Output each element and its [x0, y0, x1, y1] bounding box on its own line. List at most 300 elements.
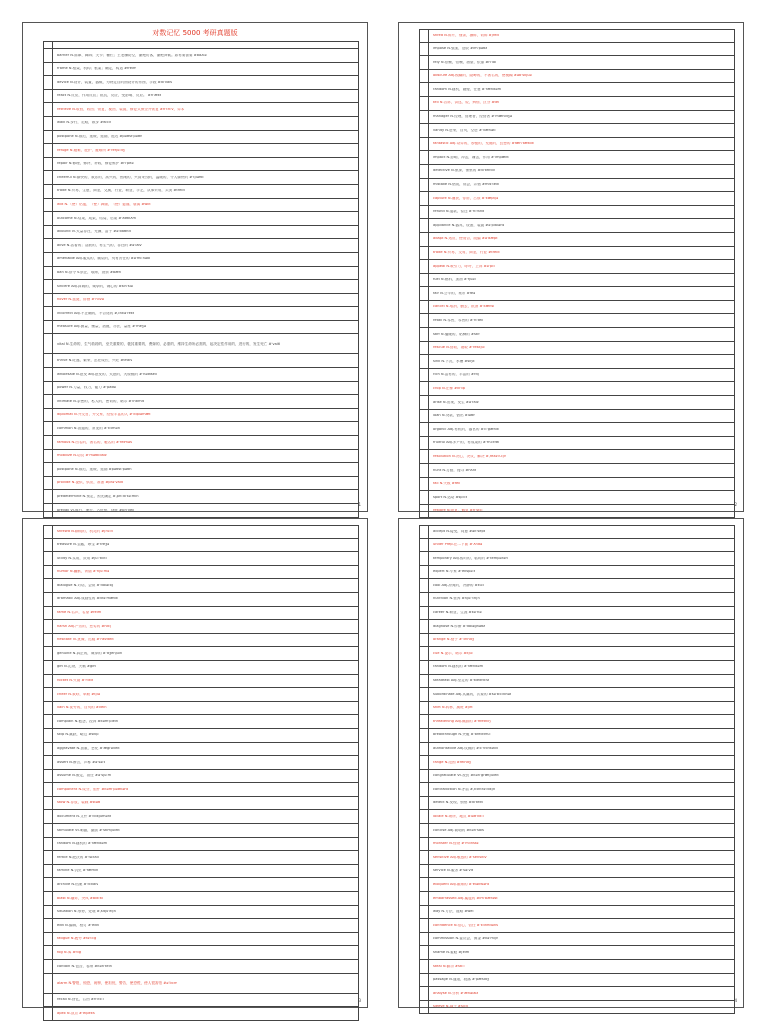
table-row — [419, 878, 735, 892]
word-entry-text: amenable Adj.服从的，顺从的，负有责任的 #əˈmiːnəbl — [57, 257, 151, 261]
table-row — [419, 783, 735, 797]
word-entry-cell — [52, 1007, 358, 1020]
word-entry-cell — [428, 274, 734, 287]
word-entry-text: vital N.生命的，生气勃勃的，至关重要的，极其重要的，费嫁的，必需的，维持生命所必需的，起决定性作用的，进行的，发生死亡 #ˈvaitl — [57, 341, 281, 346]
word-entry-text: abound Vi.大量存在，充满，富于 #əˈbaʊnd — [57, 230, 131, 234]
word-entry-text: cheer N.欢呼，举助 #tʃiə — [57, 692, 101, 696]
word-entry-text: genuine N.真正的，诚挚的 #ˈdʒenjuin — [57, 651, 123, 655]
word-entry-text: cool Adj.凉爽的，冷静的 #kuːl — [433, 583, 485, 587]
word-entry-text: document N.文件 #ˈdɔkjumənt — [57, 814, 112, 818]
page-number: 1 — [358, 502, 361, 507]
word-entry-text: sleeve N.袖子 #sliːv — [433, 1005, 469, 1009]
word-entry-cell — [428, 478, 734, 491]
word-entry-text: alarm N.警报，惊恐，闹钟，使担忧，警告，使恐慌，使人很害怕 #əˈlɑːm — [57, 980, 178, 985]
word-entry-cell — [52, 436, 358, 449]
word-entry-text: fog N.雾 #fɔg — [57, 950, 81, 954]
word-entry-cell — [428, 824, 734, 837]
word-entry-cell — [428, 526, 734, 538]
word-entry-text: walk N.步行，走路，散步 #wɔːk — [57, 121, 112, 125]
word-entry-text: contain N.包含，容纳 #kənˈtein — [57, 964, 112, 968]
word-entry-text: famine N.饥荒 #ˈfæmin — [57, 869, 99, 873]
table-row — [419, 83, 735, 97]
table-row — [43, 906, 359, 920]
table-row — [419, 111, 735, 125]
word-table — [419, 29, 735, 518]
word-entry-text: tell N.告诉，讲述，说，辨别，区分 #tel — [433, 101, 500, 105]
word-entry-cell — [52, 566, 358, 579]
word-entry-cell — [428, 593, 734, 606]
table-row — [43, 103, 359, 117]
word-entry-cell — [52, 729, 358, 742]
word-entry-text: react N.反应，作用反抗；抵抗，反应，受影响、反应。 #riˈækt — [57, 94, 162, 98]
table-row — [43, 422, 359, 436]
word-entry-cell — [428, 342, 734, 355]
word-entry-text: situation N.形势，处境 #ˌsitjuˈeiʃn — [57, 910, 116, 914]
word-entry-cell — [428, 946, 734, 959]
word-entry-text: barrier N.屏障、障碍；关卡；栅栏；王老豄防空，谢绝访客，谢绝问候。如有要需要 #baʎiə — [57, 53, 207, 57]
table-row — [419, 301, 735, 315]
word-entry-cell — [52, 103, 358, 116]
table-row — [419, 29, 735, 43]
word-entry-cell — [428, 165, 734, 178]
page-1 — [22, 22, 368, 512]
table-row — [43, 960, 359, 974]
word-entry-cell — [428, 579, 734, 592]
word-entry-text: mobilize N.动员 #ˈməʊbilaiz — [57, 454, 107, 458]
table-row — [419, 43, 735, 57]
table-row — [419, 688, 735, 702]
word-entry-text: retrieve N.取回，收回；恢复，挽回，装置，修复式保全并恢复 #riˈtriːv，异本 — [57, 107, 185, 111]
word-entry-cell — [428, 1001, 734, 1014]
word-entry-text: diplomat N.外交官，外交家，经验丰富的人 #ˈdipləmæt — [57, 413, 151, 417]
word-entry-cell — [428, 647, 734, 660]
table-row — [419, 97, 735, 111]
word-entry-text: fatigue N.疲劳 #fəˈtiːg — [57, 937, 97, 941]
page-number: 4 — [734, 998, 737, 1003]
word-entry-cell — [52, 490, 358, 503]
table-row — [419, 233, 735, 247]
word-entry-cell — [52, 756, 358, 769]
table-row — [43, 294, 359, 308]
word-entry-cell — [428, 634, 734, 647]
table-row — [43, 76, 359, 90]
word-entry-text: shift N.转移，换班 #ʃift — [433, 706, 473, 710]
word-entry-cell — [52, 526, 358, 538]
table-row — [419, 919, 735, 933]
word-entry-text: career N.职业，生涯 #kəˈriə — [433, 611, 482, 615]
word-entry-text: confidence N.信心，信任 #ˈkɔnfidəns — [433, 923, 498, 927]
table-row — [419, 287, 735, 301]
word-entry-cell — [428, 729, 734, 742]
word-entry-text: embarrassed Adj.尴尬的 #imˈbærəst — [433, 896, 498, 900]
word-entry-text: cheerful N.愉快的，欢乐的，高兴的，热闹的，兴高采烈的，温暖的，令人愉快的 #ˈtʃiəfʊl — [57, 175, 204, 179]
word-entry-cell — [428, 192, 734, 205]
word-entry-cell — [428, 607, 734, 620]
table-row — [419, 382, 735, 396]
word-entry-text: shame N.羞耻 #ʃeim — [433, 950, 470, 954]
word-entry-text: treasure N.宝藏，珍宝 #ˈtreʒə — [57, 543, 110, 547]
table-row — [43, 63, 359, 77]
table-row — [419, 206, 735, 220]
word-entry-cell — [428, 151, 734, 164]
word-entry-text: threatening Adj.威胁的 #ˈθretniŋ — [433, 719, 491, 723]
word-entry-cell — [52, 974, 358, 993]
word-entry-cell — [428, 179, 734, 192]
word-entry-text: alive N.活着的；活跃的，有生气的，存在的 #əˈlaiv — [57, 243, 142, 247]
table-row — [43, 334, 359, 354]
word-entry-text: capture N.捕获，俘虏，占领 #ˈkæptʃə — [433, 196, 499, 200]
word-entry-text: adapt N.适应，使适合，改编 #əˈdæpt — [433, 237, 498, 241]
word-entry-text: subordinate Adj.从属的，次要的 #səˈbɔːdinət — [433, 692, 512, 696]
table-row — [43, 267, 359, 281]
word-entry-text: crop N.庄稼 #krɔp — [433, 386, 465, 390]
table-row — [43, 892, 359, 906]
word-entry-cell — [428, 437, 734, 450]
word-entry-cell — [52, 42, 358, 48]
word-entry-cell — [52, 579, 358, 592]
word-entry-cell — [52, 239, 358, 252]
word-entry-text: shred N.碎片，细条，撕碎，切碎 #ʃred — [433, 34, 499, 37]
table-row — [43, 185, 359, 199]
word-entry-text: hunt N.打猎，搜寻 #hʌnt — [433, 468, 477, 472]
table-row — [419, 124, 735, 138]
table-row — [419, 838, 735, 852]
word-entry-text: power N.力量，权力，能力 #ˈpaʊə — [57, 386, 116, 390]
word-entry-text: wilt N.（使）枯萎，（使）凋谢，（使）萎靡，衰弱 #wilt — [57, 203, 151, 207]
table-row — [419, 138, 735, 152]
table-row — [43, 477, 359, 491]
table-row — [43, 395, 359, 409]
word-entry-cell — [428, 810, 734, 823]
table-row — [43, 90, 359, 104]
word-entry-cell — [428, 70, 734, 83]
word-entry-text: fertile N.肥沃的 #ˈfəːtail — [57, 855, 99, 859]
table-row — [43, 1007, 359, 1021]
table-row — [43, 851, 359, 865]
word-entry-cell — [428, 382, 734, 395]
word-entry-text: skip N.跳跃，略过 #skip — [57, 733, 99, 737]
table-row — [43, 525, 359, 539]
word-entry-text: postpone N.推迟，延缓，延期，延迟 #pəʊstˈpəʊn — [57, 135, 143, 139]
word-entry-cell — [428, 355, 734, 368]
table-row — [419, 579, 735, 593]
word-entry-cell — [428, 247, 734, 260]
word-entry-cell — [52, 117, 358, 130]
table-row — [419, 960, 735, 974]
word-table — [419, 525, 735, 1014]
word-entry-cell — [52, 395, 358, 408]
table-row — [43, 620, 359, 634]
word-entry-text: passage N.通道，段落 #ˈpæsidʒ — [433, 978, 490, 982]
word-entry-text: detect N.发现，侦察 #diˈtekt — [433, 801, 483, 805]
table-row — [419, 566, 735, 580]
table-row — [419, 328, 735, 342]
word-entry-text: recall N.回忆，召回 #riˈkɔːl — [57, 998, 104, 1002]
word-entry-cell — [428, 987, 734, 1000]
word-entry-text: apex N.顶点 #ˈeipeks — [57, 1011, 95, 1015]
word-entry-text: under Prep.在…下面 #ˈʌndə — [433, 543, 483, 547]
word-entry-text: sport N.运动 #spɔːt — [433, 495, 468, 499]
table-row — [419, 715, 735, 729]
word-entry-text: wholesale N.批发 adj.批发的，大批的，大规模的 #ˈhəʊlseil — [57, 372, 157, 376]
word-entry-cell — [428, 233, 734, 246]
word-table — [43, 41, 359, 531]
word-entry-text: commission N.委员会，佣金 #kəˈmiʃn — [433, 937, 499, 941]
table-row — [43, 919, 359, 933]
word-entry-cell — [52, 354, 358, 367]
word-entry-cell — [52, 647, 358, 660]
word-entry-text: monster N.怪物 #ˈmɔnstə — [433, 842, 479, 846]
word-entry-cell — [52, 267, 358, 280]
word-entry-cell — [52, 702, 358, 715]
table-row — [419, 179, 735, 193]
table-row — [419, 396, 735, 410]
table-row — [419, 729, 735, 743]
word-entry-cell — [52, 607, 358, 620]
table-row — [419, 505, 735, 519]
word-entry-cell — [428, 919, 734, 932]
page-4 — [398, 518, 744, 1008]
word-entry-cell — [428, 933, 734, 946]
word-entry-cell — [52, 463, 358, 476]
table-row — [43, 280, 359, 294]
table-row — [43, 946, 359, 960]
word-entry-cell — [428, 797, 734, 810]
word-entry-cell — [428, 974, 734, 987]
word-entry-text: refuge N.避难，庇护，避难所 #ˈrefjuːdʒ — [57, 148, 125, 152]
word-entry-text: sincere Adj.真诚的，诚挚的，诚心的 #sinˈsiə — [57, 284, 133, 288]
word-entry-text: cue N.提示，暗示 #kjuː — [433, 651, 474, 655]
table-row — [43, 743, 359, 757]
word-entry-text: cancel N.取消，删去，抵消 #ˈkænsl — [433, 305, 495, 309]
table-row — [43, 49, 359, 63]
table-row — [43, 566, 359, 580]
word-entry-text: detective N.侦探，侦察的 #diˈtektiv — [433, 169, 496, 173]
word-entry-text: sink N.下沉，水槽 #siŋk — [433, 359, 475, 363]
table-row — [43, 450, 359, 464]
word-entry-cell — [428, 702, 734, 715]
table-row — [419, 607, 735, 621]
table-row — [43, 783, 359, 797]
page-3 — [22, 518, 368, 1015]
table-row — [419, 906, 735, 920]
word-entry-cell — [52, 634, 358, 647]
table-row — [43, 144, 359, 158]
word-entry-text: diagnose N.诊断 #ˈdaiəgnəʊz — [433, 624, 486, 628]
table-row — [43, 131, 359, 145]
word-entry-cell — [52, 994, 358, 1007]
word-entry-cell — [52, 409, 358, 422]
table-row — [43, 933, 359, 947]
word-entry-text: archive N.档案 #ˈɑːkaiv — [57, 882, 99, 886]
word-entry-cell — [52, 280, 358, 293]
word-entry-cell — [428, 369, 734, 382]
word-entry-text: congratulate Vt.祝贺 #kənˈgrætʃuleit — [433, 774, 499, 778]
table-row — [43, 539, 359, 553]
table-row — [43, 226, 359, 240]
word-entry-text: analyse N.分析 #ˈænəlaiz — [433, 991, 479, 995]
word-entry-cell — [52, 783, 358, 796]
word-entry-text: thrive N.旺盛，繁荣，茁壮成长，兴旺 #θraiv — [57, 358, 133, 362]
table-row — [43, 647, 359, 661]
word-entry-text: assert N.断言，声称 #əˈsəːt — [57, 760, 106, 764]
table-row — [43, 593, 359, 607]
table-row — [419, 56, 735, 70]
word-entry-cell — [52, 865, 358, 878]
word-entry-cell — [52, 212, 358, 225]
word-entry-cell — [52, 810, 358, 823]
word-entry-text: harsh Adj.严厉的，恶劣的 #hɑːʃ — [57, 624, 112, 628]
table-row — [419, 824, 735, 838]
word-entry-cell — [52, 878, 358, 891]
table-row — [43, 770, 359, 784]
word-entry-cell — [52, 593, 358, 606]
word-entry-text: famous N.出名的，著名的，驰名的 #ˈfeiməs — [57, 440, 133, 444]
word-entry-text: hesitate Vi.犹豫，迟疑 #ˈheziteit — [57, 638, 114, 642]
word-entry-cell — [428, 314, 734, 327]
word-entry-text: trade N.贸易，生意，商业，交换，行业，职业，手艺，从事贸易，买卖 #treid — [57, 189, 185, 193]
table-row — [43, 688, 359, 702]
table-row — [43, 307, 359, 321]
word-entry-cell — [428, 396, 734, 409]
table-row — [43, 865, 359, 879]
word-entry-cell — [428, 83, 734, 96]
table-row — [419, 634, 735, 648]
word-entry-text: restore N.恢复，修复 #riˈstɔː — [433, 509, 483, 513]
word-entry-cell — [52, 552, 358, 565]
word-entry-text: stimulate Vt.刺激，激励 #ˈstimjuleit — [57, 828, 120, 832]
word-entry-text: refund N.退款，偿还 #ˈriːfʌnd — [433, 210, 485, 214]
word-entry-text: fame N.名声，名望 #feim — [57, 611, 102, 615]
word-entry-text: common N.普通的，常见的 #ˈkɔmən — [57, 426, 120, 430]
table-row — [419, 192, 735, 206]
word-entry-cell — [52, 946, 358, 959]
table-row — [419, 851, 735, 865]
word-entry-cell — [428, 688, 734, 701]
table-row — [43, 661, 359, 675]
word-entry-cell — [52, 838, 358, 851]
word-entry-cell — [428, 770, 734, 783]
table-row — [43, 878, 359, 892]
table-row — [419, 525, 735, 539]
word-entry-text: complain N.抱怨，投诉 #kəmˈplein — [57, 719, 119, 723]
table-row — [43, 756, 359, 770]
word-entry-text: rich N.富有的，丰富的 #ritʃ — [433, 373, 480, 377]
word-entry-cell — [52, 824, 358, 837]
word-entry-text: organic Adj.有机的，器官的 #ɔːˈgænik — [433, 427, 499, 431]
table-row — [419, 974, 735, 988]
word-entry-cell — [52, 368, 358, 381]
word-entry-cell — [428, 865, 734, 878]
table-row — [43, 702, 359, 716]
word-entry-cell — [52, 49, 358, 62]
word-entry-cell — [52, 620, 358, 633]
word-entry-text: component N.成分，组件 #kəmˈpəʊnənt — [57, 787, 129, 791]
word-entry-cell — [428, 219, 734, 232]
table-row — [43, 368, 359, 382]
word-entry-text: appliance N.器具，设备，装置 #əˈplaiəns — [433, 223, 505, 227]
table-row — [43, 171, 359, 185]
word-entry-text: fair N.公平的，集市 #feə — [433, 291, 476, 295]
word-entry-cell — [52, 321, 358, 334]
word-entry-cell — [428, 715, 734, 728]
word-entry-cell — [428, 756, 734, 769]
word-entry-text: gift N.礼物，天赋 #gift — [57, 665, 96, 669]
table-row — [419, 593, 735, 607]
word-entry-text: accept N.接受，同意 #əkˈsept — [433, 530, 486, 533]
table-row — [43, 212, 359, 226]
table-row — [419, 151, 735, 165]
word-entry-text: blast N.爆炸，突风 #blɑːst — [57, 896, 103, 900]
table-row — [419, 369, 735, 383]
table-row — [419, 756, 735, 770]
word-entry-text: repair N.修理，修补，补救，修复维护 #riˈpeə — [57, 162, 134, 166]
word-entry-cell — [52, 688, 358, 701]
table-row — [419, 797, 735, 811]
table-row — [43, 994, 359, 1008]
word-entry-text: predetermine N.预定，预先确定 #ˌpriːdiˈtəːmin — [57, 494, 139, 498]
word-entry-cell — [52, 797, 358, 810]
table-row — [419, 437, 735, 451]
word-entry-text: fuel N.燃料，加油 #ˈfjuəl — [433, 278, 476, 282]
word-entry-cell — [428, 491, 734, 504]
table-row — [419, 539, 735, 553]
word-entry-cell — [52, 770, 358, 783]
word-entry-text: device N.设计，装置，器械，为特定目的而设计的东西，手段 #diˈvais — [57, 80, 173, 84]
word-entry-text: locale N.场所，地点 #ləʊˈkɑːl — [433, 814, 484, 818]
table-row — [419, 70, 735, 84]
table-row — [419, 247, 735, 261]
word-entry-cell — [52, 76, 358, 89]
word-entry-text: intimate N.亲密的，私人的，密切的，暗示 #ˈintimit — [57, 399, 145, 403]
word-entry-cell — [52, 63, 358, 76]
word-entry-text: arise N.出现，发生 #əˈraiz — [433, 400, 479, 404]
table-row — [43, 634, 359, 648]
table-row — [419, 260, 735, 274]
word-entry-text: impact N.影响，冲击，撞击，作用 #ˈimpækt — [433, 155, 509, 159]
word-entry-text: resolution N.决心，决议，解决 #ˌrezəˈluːʃn — [433, 454, 507, 458]
table-row — [43, 382, 359, 396]
word-entry-text: range N.范围 #reindʒ — [433, 760, 472, 764]
word-entry-cell — [428, 892, 734, 905]
word-entry-text: trade N.贸易，交易，商业，行业 #treid — [433, 251, 500, 254]
word-entry-text: shrewd N.精明的，机灵的 #ʃruːd — [57, 530, 113, 533]
word-entry-cell — [52, 933, 358, 946]
word-entry-cell — [428, 30, 734, 42]
table-row — [419, 450, 735, 464]
word-entry-cell — [428, 783, 734, 796]
table-row — [419, 274, 735, 288]
word-entry-cell — [428, 423, 734, 436]
word-entry-cell — [428, 464, 734, 477]
word-entry-text: breakthrough N.突破 #ˈbreikθruː — [433, 733, 491, 737]
word-entry-text: prevail Vi.盛行，流行，占优势，获胜 #priˈveil — [57, 508, 135, 512]
word-entry-text: fantastic Adj.奇异的，妙极的，荒诞的，幻想的 #fænˈtæstik — [433, 142, 534, 146]
word-entry-cell — [428, 287, 734, 300]
document-title: 对数记忆 5000 考研真题版 — [152, 29, 238, 37]
word-entry-cell — [428, 878, 734, 891]
word-entry-text: service N.服务 #ˈsəːvis — [433, 869, 474, 873]
table-row — [43, 354, 359, 368]
word-entry-text: measure Adj.测量，衡量，措施，办法，量度 #ˈmeʒə — [57, 325, 147, 329]
table-row — [419, 987, 735, 1001]
page-number: 2 — [734, 502, 737, 507]
word-entry-cell — [52, 422, 358, 435]
table-row — [43, 729, 359, 743]
word-entry-cell — [428, 620, 734, 633]
table-row — [43, 490, 359, 504]
table-row — [419, 620, 735, 634]
